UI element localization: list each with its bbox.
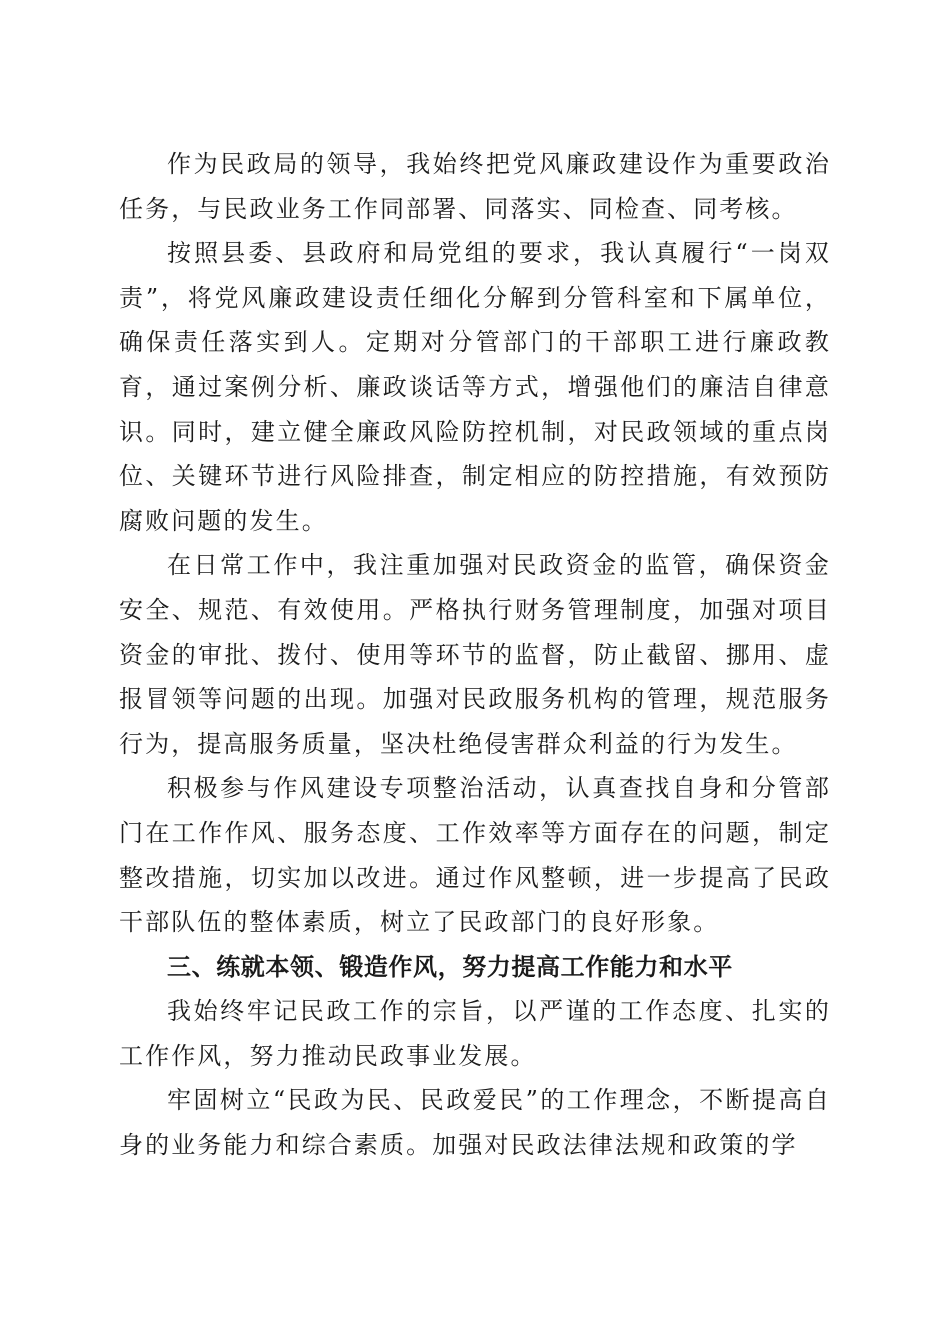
section-heading-three: 三、练就本领、锻造作风，努力提高工作能力和水平 (167, 952, 733, 981)
paragraph-work-philosophy: 牢固树立“民政为民、民政爱民”的工作理念，不断提高自身的业务能力和综合素质。加强对民政法律法规和政策的学 (119, 1086, 831, 1160)
paragraph-party-conduct-intro: 作为民政局的领导，我始终把党风廉政建设作为重要政治任务，与民政业务工作同部署、同落实、同检查、同考核。 (119, 150, 831, 223)
paragraph-work-style-rectification: 积极参与作风建设专项整治活动，认真查找自身和分管部门在工作作风、服务态度、工作效率等方面存在的问题，制定整改措施，切实加以改进。通过作风整顿，进一步提高了民政干部队伍的整体素质，树立了民政部门的良好形象。 (119, 774, 831, 937)
paragraph-fund-supervision: 在日常工作中，我注重加强对民政资金的监管，确保资金安全、规范、有效使用。严格执行财务管理制度，加强对项目资金的审批、拨付、使用等环节的监督，防止截留、挪用、虚报冒领等问题的出现。加强对民政服务机构的管理，规范服务行为，提高服务质量，坚决杜绝侵害群众利益的行为发生。 (119, 551, 831, 758)
paragraph-one-post-two-duties: 按照县委、县政府和局党组的要求，我认真履行“一岗双责”，将党风廉政建设责任细化分解到分管科室和下属单位，确保责任落实到人。定期对分管部门的干部职工进行廉政教育，通过案例分析、廉政谈话等方式，增强他们的廉洁自律意识。同时，建立健全廉政风险防控机制，对民政领域的重点岗位、关键环节进行风险排查，制定相应的防控措施，有效预防腐败问题的发生。 (119, 239, 831, 535)
paragraph-purpose: 我始终牢记民政工作的宗旨，以严谨的工作态度、扎实的工作作风，努力推动民政事业发展。 (119, 997, 831, 1070)
document-page (119, 142, 831, 1168)
